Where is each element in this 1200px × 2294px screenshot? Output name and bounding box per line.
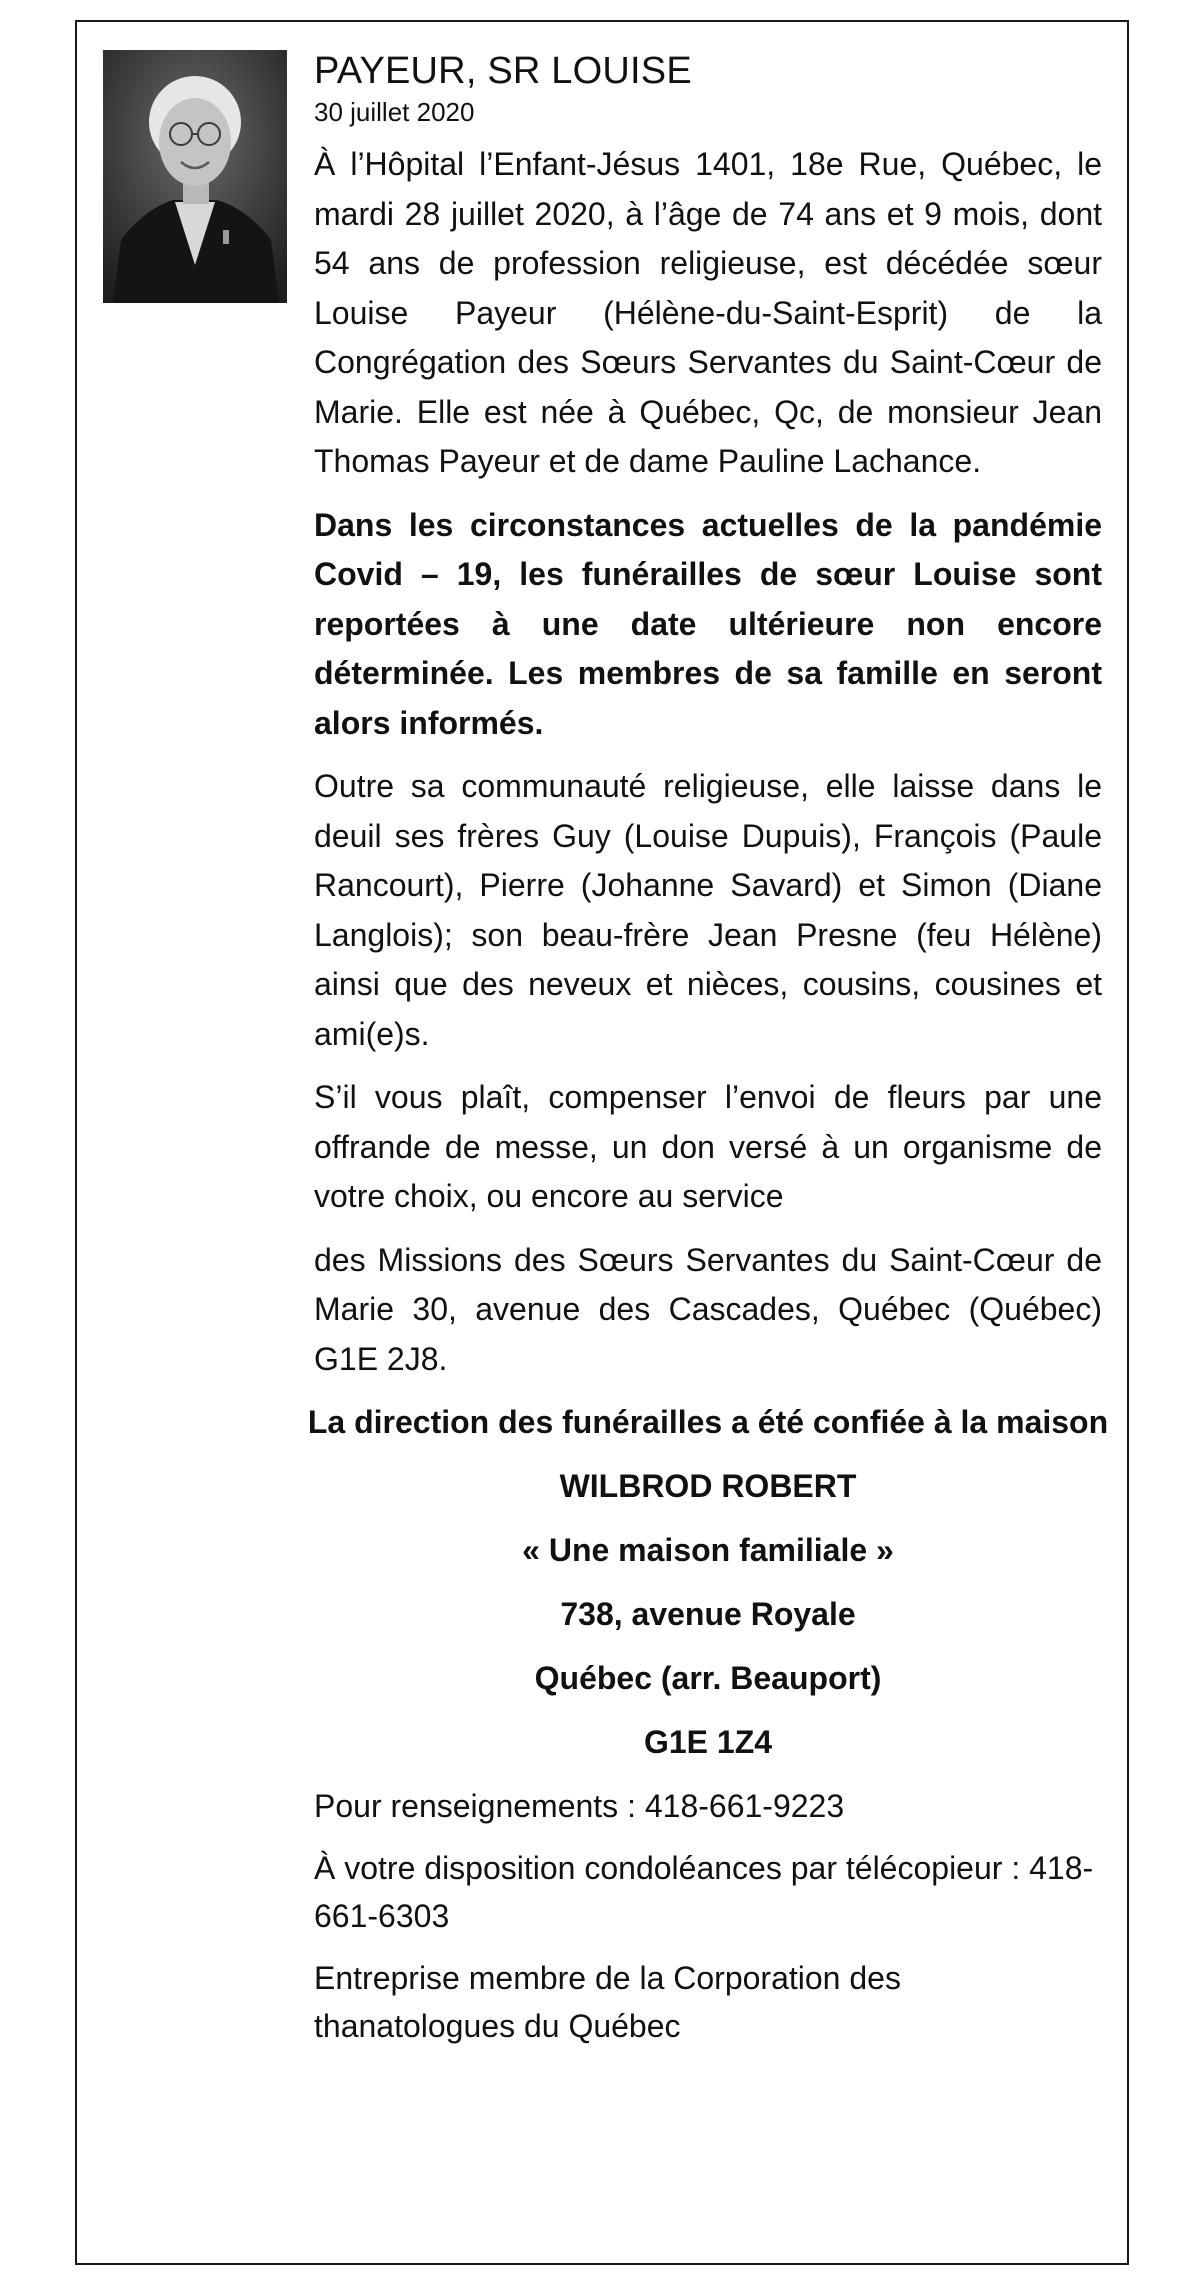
membership-statement: Entreprise membre de la Corporation des thanatologues du Québec <box>314 1960 901 2044</box>
obituary-content <box>307 48 1109 2050</box>
funeral-home-street: 738, avenue Royale <box>560 1596 856 1632</box>
portrait-image <box>103 50 287 303</box>
info-phone: Pour renseignements : 418-661-9223 <box>314 1788 845 1824</box>
covid-notice-paragraph: Dans les circonstances actuelles de la pandémie Covid – 19, les funérailles de sœur Louise sont reportées à une date ultérieure non encore déterminée. Les membres de sa famille en seront alors informés. <box>314 506 1102 741</box>
funeral-home-city: Québec (arr. Beauport) <box>534 1660 882 1696</box>
missions-address-paragraph: des Missions des Sœurs Servantes du Saint-Cœur de Marie 30, avenue des Cascades, Québec (Québec) G1E 2J8. <box>314 1241 1102 1377</box>
announcement-paragraph: À l’Hôpital l’Enfant-Jésus 1401, 18e Rue, Québec, le mardi 28 juillet 2020, à l’âge de 74 ans et 9 mois, dont 54 ans de profession religieuse, est décédée sœur Louise Payeur (Hélène-du-Saint-Esprit) de la Congrégation des Sœurs Servantes du Saint-Cœur de Marie. Elle est née à Québec, Qc, de monsieur Jean Thomas Payeur et de dame Pauline Lachance. <box>314 146 1102 479</box>
deceased-name: PAYEUR, SR LOUISE <box>314 50 692 92</box>
donation-paragraph: S’il vous plaît, compenser l’envoi de fleurs par une offrande de messe, un don versé à un organisme de votre choix, ou encore au service <box>314 1079 1102 1214</box>
publication-date: 30 juillet 2020 <box>314 97 475 127</box>
funeral-home-name: WILBROD ROBERT <box>559 1468 857 1504</box>
portrait-photo <box>103 50 287 303</box>
funeral-home-slogan: « Une maison familiale » <box>522 1532 894 1568</box>
fax-condolences: À votre disposition condoléances par télécopieur : 418-661-6303 <box>314 1850 1094 1934</box>
family-paragraph: Outre sa communauté religieuse, elle laisse dans le deuil ses frères Guy (Louise Dupuis), François (Paule Rancourt), Pierre (Johanne Savard) et Simon (Diane Langlois); son beau-frère Jean Presne (feu Hélène) ainsi que des neveux et nièces, cousins, cousines et ami(e)s. <box>314 768 1102 1052</box>
funeral-home-postal-code: G1E 1Z4 <box>643 1724 773 1760</box>
funeral-direction-text: La direction des funérailles a été confiée à la maison <box>307 1404 1109 1440</box>
